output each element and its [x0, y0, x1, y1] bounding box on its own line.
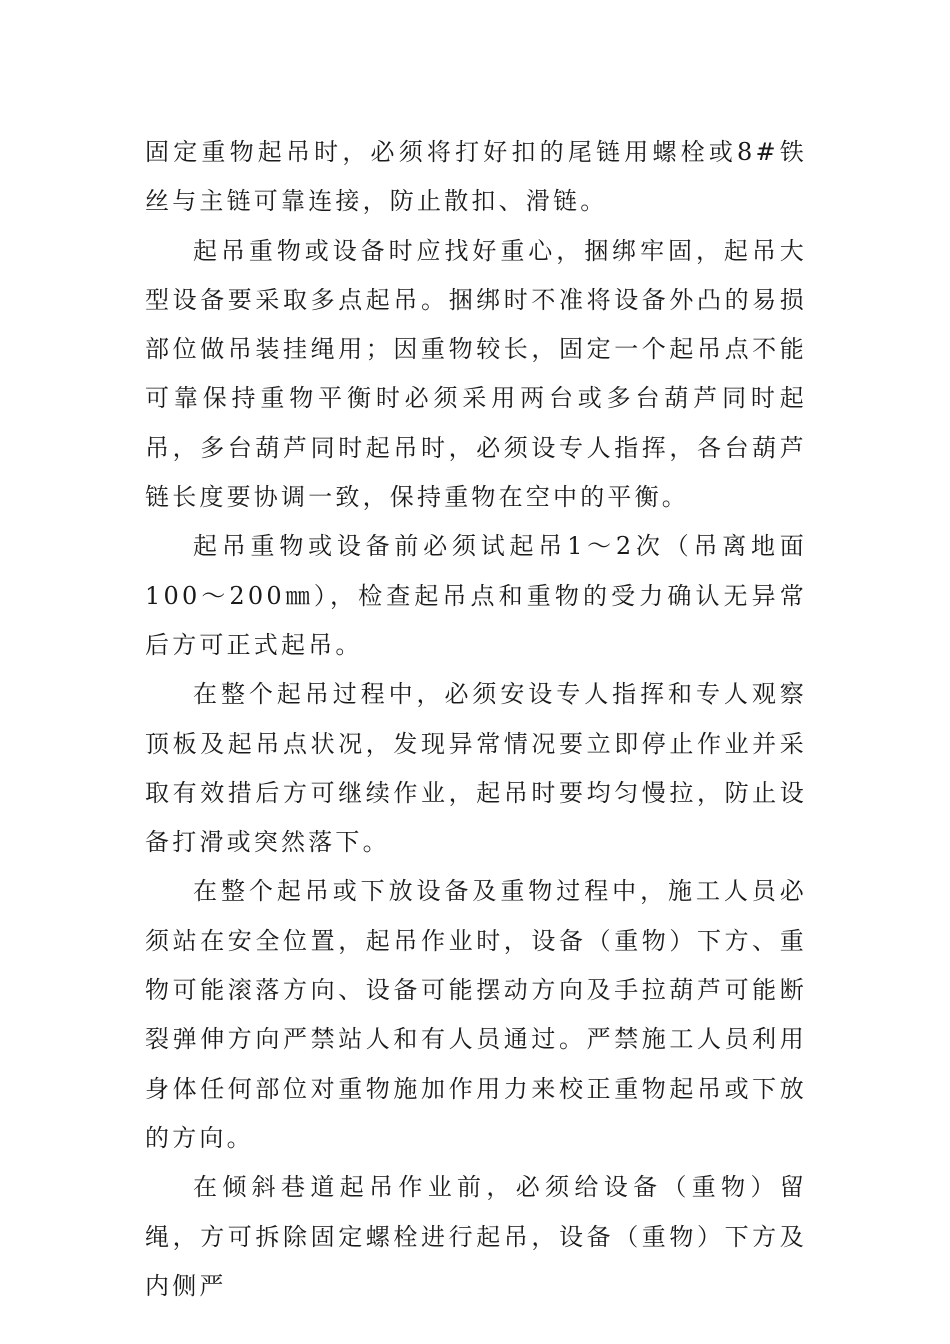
document-body [145, 128, 807, 1311]
paragraph-inclined-roadway: 在倾斜巷道起吊作业前，必须给设备（重物）留绳，方可拆除固定螺栓进行起吊，设备（重物）下方及内侧严 [145, 1173, 807, 1300]
paragraph-center-of-gravity: 起吊重物或设备时应找好重心，捆绑牢固，起吊大型设备要采取多点起吊。捆绑时不准将设备外凸的易损部位做吊装挂绳用；因重物较长，固定一个起吊点不能可靠保持重物平衡时必须采用两台或多台葫芦同时起吊，多台葫芦同时起吊时，必须设专人指挥，各台葫芦链长度要协调一致，保持重物在空中的平衡。 [145, 236, 807, 512]
paragraph-lifting-chain-connection: 固定重物起吊时，必须将打好扣的尾链用螺栓或8#铁丝与主链可靠连接，防止散扣、滑链。 [145, 138, 807, 216]
paragraph-lifting-supervision: 在整个起吊过程中，必须安设专人指挥和专人观察顶板及起吊点状况，发现异常情况要立即停止作业并采取有效措后方可继续作业，起吊时要均匀慢拉，防止设备打滑或突然落下。 [145, 680, 807, 857]
paragraph-trial-lift: 起吊重物或设备前必须试起吊1～2次（吊离地面100～200㎜），检查起吊点和重物的受力确认无异常后方可正式起吊。 [145, 532, 807, 659]
paragraph-personnel-safety: 在整个起吊或下放设备及重物过程中，施工人员必须站在安全位置，起吊作业时，设备（重物）下方、重物可能滚落方向、设备可能摆动方向及手拉葫芦可能断裂弹伸方向严禁站人和有人员通过。严禁施工人员利用身体任何部位对重物施加作用力来校正重物起吊或下放的方向。 [145, 877, 807, 1152]
